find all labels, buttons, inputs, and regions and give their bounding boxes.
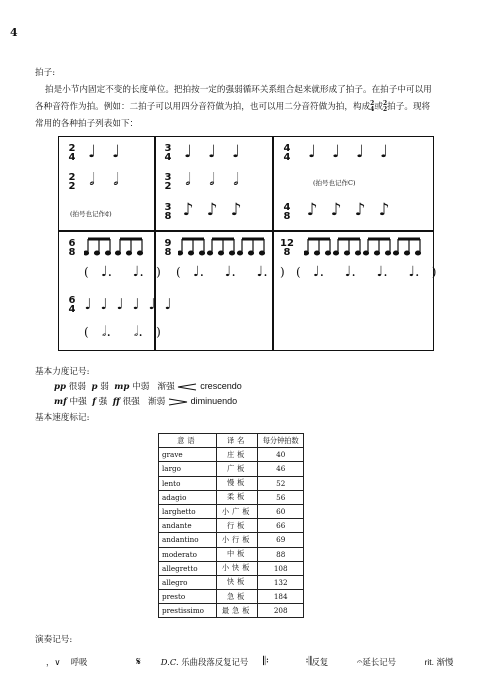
tempo-row [159,462,304,476]
dotted-quarter-note: ♩. [192,264,205,280]
tempo-translation: 快板 [216,575,258,589]
dotted-half-note: 𝅗𝅥. [102,324,111,340]
notes-3-4 [176,144,248,161]
dotted-quarter-note: ♩. [344,264,356,280]
tempo-translation: 小快板 [216,561,258,575]
tempo-row [159,575,304,589]
tempo-bpm: 52 [258,476,304,490]
dynamic-f-label: 强 [98,397,108,407]
beats-6-8: ( ♩. ♩. ) [84,264,161,280]
tempo-row [159,448,304,462]
notes-4-4 [300,144,396,161]
beats-12-8: ( ♩. ♩. ♩. ♩. ) [296,264,437,280]
tempo-bpm: 88 [258,547,304,561]
dotted-quarter-note: ♩. [256,264,268,280]
quarter-note: ♩ [331,142,341,162]
tempo-header-bpm: 每分钟拍数 [258,434,304,448]
tempo-header-italian: 意语 [159,434,217,448]
quarter-note: ♩ [379,142,389,162]
tempo-italian: allegretto [159,561,217,575]
diminuendo-hairpin-icon [168,398,188,406]
quarter-note: ♩ [148,295,156,313]
time-sig-6-8: 6 8 [68,238,76,258]
beam-group-3 [363,239,390,255]
tempo-italian: allegro [159,575,217,589]
intro-line-2-text: 各种音符作为拍。例如：二拍子可以用四分音符做为拍，也可以用二分音符做为拍，构成 [35,102,371,112]
quarter-note: ♩ [307,142,317,162]
tempo-translation: 庄板 [216,448,258,462]
eighth-note: ♪ [354,200,366,220]
quarter-note: ♩ [183,142,193,162]
crescendo-hairpin-icon [177,383,197,391]
beam-groups [178,239,265,255]
tempo-italian: lento [159,476,217,490]
intro-frac-1-den: 4 [370,105,375,113]
crescendo-word: crescendo [200,381,242,391]
tempo-translation: 行板 [216,519,258,533]
time-sig-3-8: 3 8 [164,202,172,222]
dynamic-p-label: 弱 [100,382,109,392]
intro-line-2 [35,100,430,113]
dynamic-pp-label: 很弱 [68,382,86,392]
quarter-note: ♩ [164,295,172,313]
dynamic-mp-label: 中弱 [132,382,150,392]
tempo-italian: presto [159,590,217,604]
tempo-row [159,504,304,518]
tempo-title: 基本速度标记: [35,413,90,423]
beam-group-1 [304,239,331,255]
tempo-bpm: 69 [258,533,304,547]
note-cut-time: (拍号也记作₵) [70,210,112,218]
beamed-eighths-12-8 [304,236,426,258]
repeat-start-icon: 𝄆 [262,654,269,668]
dotted-half-note: 𝅗𝅥. [133,324,143,340]
quarter-note: ♩ [111,142,121,162]
dotted-quarter-note: ♩. [376,264,388,280]
eighth-note: ♪ [230,200,242,220]
tempo-row [159,604,304,618]
dynamic-mp: mp [114,382,130,392]
time-sig-4-8: 4 8 [283,202,291,222]
tempo-translation: 最急板 [216,604,258,618]
tempo-bpm: 208 [258,604,304,618]
quarter-note: ♩ [84,295,92,313]
tempo-bpm: 184 [258,590,304,604]
tempo-bpm: 46 [258,462,304,476]
diminuendo-label: 渐弱 [147,397,166,407]
tempo-translation: 急板 [216,590,258,604]
tempo-translation: 小行板 [216,533,258,547]
performance-row [46,654,453,669]
intro-frac-2-num: 2 [382,99,388,107]
dynamic-mf-label: 中强 [69,397,87,407]
dynamic-ff: ff [112,397,120,407]
dotted-quarter-note: ♩. [408,264,420,280]
half-note: 𝅗𝅥 [209,170,215,190]
time-sig-12-8: 12 8 [280,238,294,258]
intro-joiner: 或 [374,102,383,112]
tempo-italian: andantino [159,533,217,547]
tempo-translation: 小广板 [216,504,258,518]
tempo-row [159,519,304,533]
dynamic-f: f [92,397,96,407]
repeat-label: 反复 [311,657,329,667]
rit-mark: rit. [424,657,434,667]
beam-group-2 [333,239,360,255]
dynamic-mf: mf [54,397,67,407]
beam-group-2 [207,239,234,255]
tempo-bpm: 108 [258,561,304,575]
time-sig-9-8: 9 8 [164,238,172,258]
time-sig-2-2: 2 2 [68,172,76,192]
tempo-table [158,433,304,618]
dc-label: 乐曲段落反复记号 [181,657,249,667]
tempo-translation: 中板 [216,547,258,561]
eighth-note: ♪ [206,200,218,220]
tempo-italian: moderato [159,547,217,561]
eighth-note: ♪ [378,200,390,220]
rit-label: 渐慢 [436,657,454,667]
tempo-italian: larghetto [159,504,217,518]
notes-2-4 [80,144,128,161]
dynamics-row-1 [54,380,242,392]
dotted-quarter-note: ♩. [224,264,236,280]
tempo-bpm: 132 [258,575,304,589]
dc-mark: D.C. [160,657,179,667]
tempo-row [159,590,304,604]
time-sig-6-4: 6 4 [68,295,76,315]
beam-group-2 [115,239,142,255]
beam-group-3 [237,239,264,255]
intro-suffix: 拍子。现将 [387,102,431,112]
dotted-quarter-note: ♩. [132,264,144,280]
performance-title: 演奏记号: [35,635,73,645]
quarter-note: ♩ [116,295,124,313]
note-common-time: (拍号也记作C) [313,179,356,187]
beamed-eighths-6-8 [84,236,148,258]
tempo-italian: largo [159,462,217,476]
notes-3-8 [176,202,248,219]
dynamics-row-2 [54,395,237,407]
quarter-note: ♩ [231,142,241,162]
half-note: 𝅗𝅥 [233,170,239,190]
tempo-header-translation: 译名 [216,434,258,448]
tempo-row [159,476,304,490]
tempo-italian: prestissimo [159,604,217,618]
intro-frac-1-num: 2 [370,99,375,107]
tempo-translation: 慢板 [216,476,258,490]
quarter-note: ♩ [87,142,97,162]
intro-line-1: 拍是小节内固定不变的长度单位。把拍按一定的强弱循环关系组合起来就形成了拍子。在拍子中可以用 [45,85,432,95]
notes-4-8 [300,202,396,219]
tempo-bpm: 66 [258,519,304,533]
eighth-note: ♪ [330,200,342,220]
eighth-note: ♪ [182,200,194,220]
tempo-header-row [159,434,304,448]
beamed-eighths-9-8 [178,236,270,258]
section-title: 拍子: [35,68,56,78]
breath-label: 呼吸 [70,657,88,667]
quarter-note: ♩ [100,295,108,313]
diminuendo-word: diminuendo [190,396,238,406]
breath-mark-icon: ，∨ [46,657,61,667]
time-sig-3-4: 3 4 [164,143,172,163]
tempo-italian: grave [159,448,217,462]
intro-line-3: 常用的各种拍子列表如下： [35,119,139,129]
fermata-label: 延长记号 [362,657,396,667]
beats-6-4: ( 𝅗𝅥. 𝅗𝅥. ) [84,324,161,340]
tempo-row [159,547,304,561]
quarter-note: ♩ [355,142,365,162]
quarter-note: ♩ [207,142,217,162]
repeat-end-icon: 𝄇 [305,654,312,668]
beam-group-4 [393,239,420,255]
tempo-row [159,561,304,575]
half-note: 𝅗𝅥 [185,170,191,190]
beats-9-8: ( ♩. ♩. ♩. ) [176,264,285,280]
beam-group-1 [178,239,205,255]
tempo-italian: andante [159,519,217,533]
dynamic-p: p [91,382,98,392]
tempo-translation: 柔板 [216,490,258,504]
time-sig-4-4: 4 4 [283,143,291,163]
dotted-quarter-note: ♩. [312,264,325,280]
notes-6-4 [80,296,176,313]
tempo-italian: adagio [159,490,217,504]
tempo-body [159,448,304,618]
eighth-note: ♪ [306,200,318,220]
notes-2-2 [80,172,128,189]
tempo-bpm: 60 [258,504,304,518]
intro-frac-2-den: 2 [382,105,388,113]
half-note: 𝅗𝅥 [89,170,95,190]
time-sig-2-4: 2 4 [68,143,76,163]
dotted-quarter-note: ♩. [100,264,113,280]
page-number: 4 [10,26,18,39]
tempo-bpm: 56 [258,490,304,504]
tempo-translation: 广板 [216,462,258,476]
tempo-row [159,533,304,547]
dynamics-title: 基本力度记号: [35,367,90,377]
beam-groups [304,239,421,255]
dynamic-ff-label: 很强 [122,397,140,407]
notes-3-2 [176,172,248,189]
half-note: 𝅗𝅥 [113,170,119,190]
dynamic-pp: pp [54,382,67,392]
beam-group-1 [84,239,111,255]
fermata-icon: 𝄐 [356,657,363,668]
time-sig-3-2: 3 2 [164,172,172,192]
tempo-bpm: 40 [258,448,304,462]
crescendo-label: 渐强 [157,382,175,392]
quarter-note: ♩ [132,295,140,313]
beam-groups [84,239,143,255]
tempo-row [159,490,304,504]
segno-icon: 𝄋 [136,655,141,668]
